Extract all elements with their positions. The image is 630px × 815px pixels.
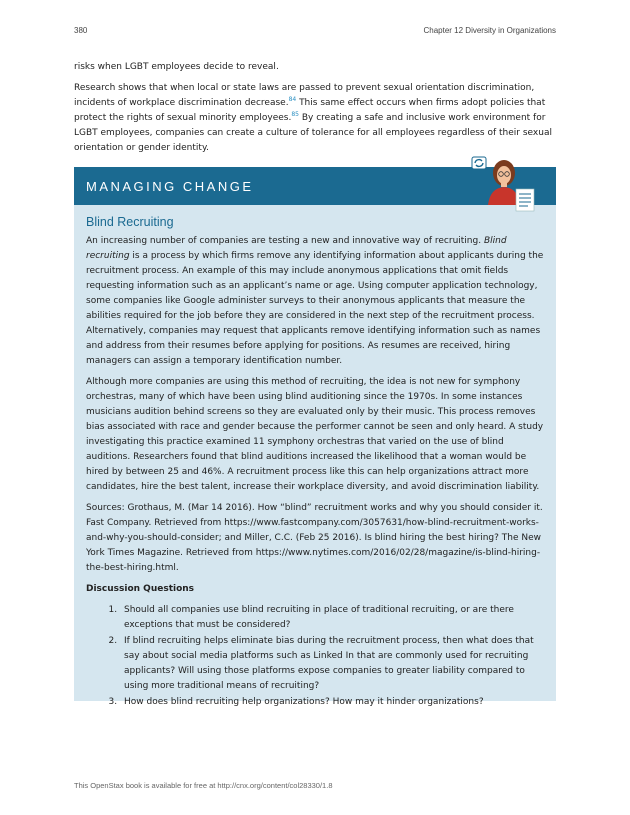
page-number: 380 <box>74 26 88 35</box>
feature-title: Blind Recruiting <box>86 215 174 229</box>
discussion-question: 2. If blind recruiting helps eliminate bias during the recruitment process, then what does that say about social media platforms such as Linked In that are commonly used for recruiting applicants? Will using those platforms expose companies to greater liability compared to using more traditional means of recruiting? <box>120 634 544 694</box>
feature-paragraph-2: Although more companies are using this method of recruiting, the idea is not new for symphony orchestras, many of which have been using blind auditioning since the 1970s. In some instances musicians audition behind screens so they are evaluated only by their music. This process removes bias associated with race and gender because the performer cannot be seen and only heard. A study investigating this practice examined 11 symphony orchestras that varied on the use of blind auditions. Researchers found that blind auditions increased the likelihood that a woman would be hired by between 25 and 46%. A recruitment process like this can help organizations attract more candidates, hire the best talent, increase their workplace diversity, and avoid discrimination liability. <box>86 377 544 492</box>
footnote-85-link[interactable]: 85 <box>291 111 299 118</box>
intro-text-part: This same effect occurs when firms adopt policies that protect the rights of sexual minority employees. <box>74 98 546 123</box>
intro-text-part: Research shows that when local or state laws are passed to prevent sexual orientation discrimination, incidents of workplace discrimination decrease. <box>74 83 535 108</box>
intro-text <box>74 60 556 162</box>
feature-text-part: An increasing number of companies are testing a new and innovative way of recruiting. <box>86 236 484 246</box>
feature-text-part: is a process by which firms remove any identifying information about applicants during the recruitment process. An example of this may include anonymous applications that omit fields requesting information such as an applicant’s name or age. Using computer application technology, some companies like Google administer surveys to their anonymous applicants that measure the abilities required for the job before they are considered in the next step of the recruitment process. Alternatively, companies may request that applicants remove identifying information such as names and address from their resumes before applying for positions. As resumes are received, hiring managers can assign a temporary identification number. <box>86 251 544 366</box>
footnote-84-link[interactable]: 84 <box>288 96 297 103</box>
discussion-question: 3. How does blind recruiting help organizations? How may it hinder organizations? <box>120 695 544 710</box>
feature-label: MANAGING CHANGE <box>86 179 254 194</box>
feature-paragraph-1 <box>86 234 544 369</box>
discussion-question: 1. Should all companies use blind recruiting in place of traditional recruiting, or are there exceptions that must be considered? <box>120 603 544 633</box>
intro-line: risks when LGBT employees decide to reveal. <box>74 62 279 72</box>
discussion-questions-list <box>86 603 544 710</box>
feature-term: Blind recruiting <box>86 236 507 261</box>
managing-change-feature <box>74 167 556 707</box>
page-footer: This OpenStax book is available for free at http://cnx.org/content/col28330/1.8 <box>74 781 333 790</box>
intro-paragraph <box>74 81 556 156</box>
discussion-questions-heading: Discussion Questions <box>86 584 195 594</box>
running-head: Chapter 12 Diversity in Organizations <box>423 26 556 35</box>
feature-content <box>86 215 544 711</box>
woman-with-refresh-icon <box>470 155 540 215</box>
intro-text-part: By creating a safe and inclusive work environment for LGBT employees, companies can create a culture of tolerance for all employees regardless of their sexual orientation or gender identity. <box>74 113 552 153</box>
feature-sources: Sources: Grothaus, M. (Mar 14 2016). How “blind” recruitment works and why you should consider it. Fast Company. Retrieved from https://www.fastcompany.com/3057631/how-blind-recruitment-works-and-why-you-should-consider; and Miller, C.C. (Feb 25 2016). Is blind hiring the best hiring? The New York Times Magazine. Retrieved from https://www.nytimes.com/2016/02/28/magazine/is-blind-hiring-the-best-hiring.html. <box>86 503 543 573</box>
